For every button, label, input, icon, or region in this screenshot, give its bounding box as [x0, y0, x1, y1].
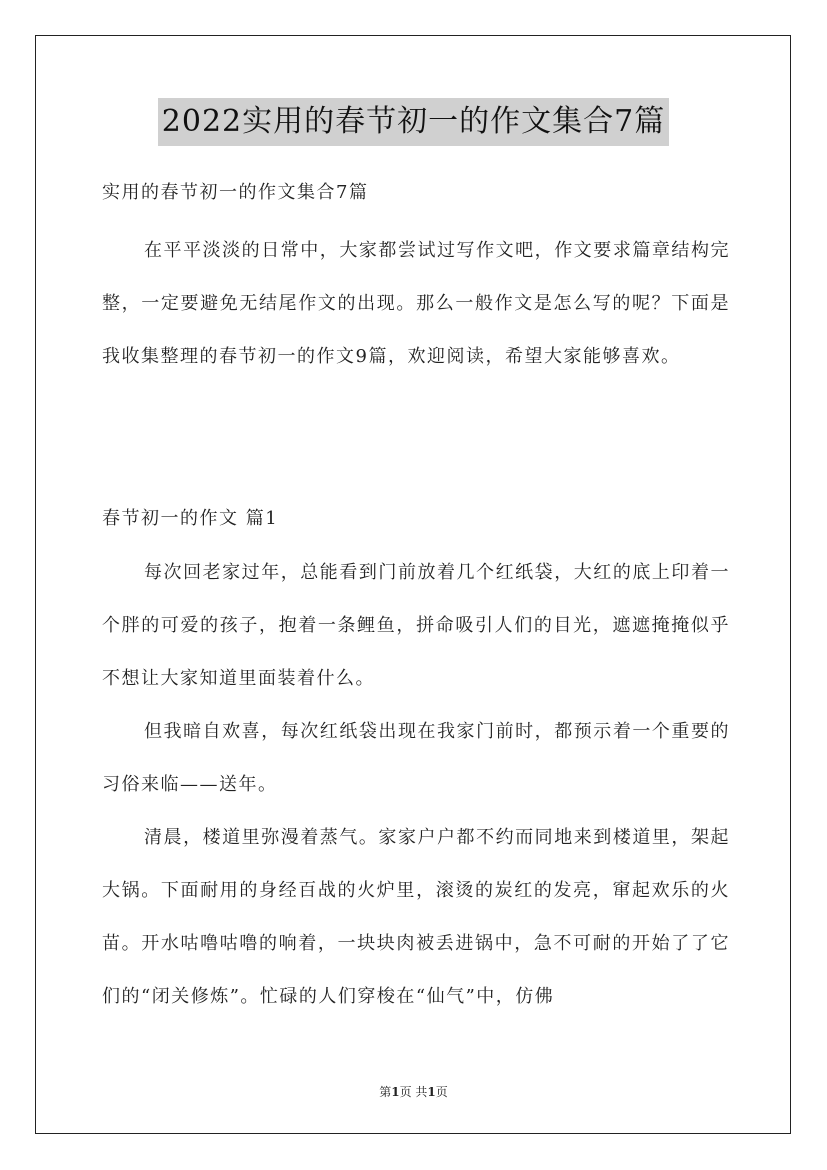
body-paragraph-2: 但我暗自欢喜，每次红纸袋出现在我家门前时，都预示着一个重要的习俗来临——送年。: [102, 721, 730, 795]
footer-mid: 页 共: [399, 1085, 428, 1099]
intro-paragraph: 在平平淡淡的日常中，大家都尝试过写作文吧，作文要求篇章结构完整，一定要避免无结尾作文的出现。那么一般作文是怎么写的呢？下面是我收集整理的春节初一的作文9篇，欢迎阅读，希望大家能够喜欢。: [102, 240, 730, 367]
body-paragraph-1: 每次回老家过年，总能看到门前放着几个红纸袋，大红的底上印着一个胖的可爱的孩子，抱着一条鲤鱼，拼命吸引人们的目光，遮遮掩掩似乎不想让大家知道里面装着什么。: [102, 562, 730, 689]
title-container: [0, 98, 827, 146]
footer-total-pages: 1: [427, 1085, 436, 1099]
footer-prefix: 第: [379, 1085, 392, 1099]
body-paragraph-3: 清晨，楼道里弥漫着蒸气。家家户户都不约而同地来到楼道里，架起大锅。下面耐用的身经百战的火炉里，滚烫的炭红的发亮，窜起欢乐的火苗。开水咕噜咕噜的响着，一块块肉被丢进锅中，急不可耐的开始了了它们的“闭关修炼”。忙碌的人们穿梭在“仙气”中，仿佛: [102, 827, 730, 1007]
section-heading: 春节初一的作文 篇1: [102, 508, 279, 529]
document-title: 2022实用的春节初一的作文集合7篇: [158, 98, 669, 146]
document-subtitle: 实用的春节初一的作文集合7篇: [102, 182, 369, 203]
footer-suffix: 页: [435, 1085, 448, 1099]
footer-page-number: 1: [391, 1085, 400, 1099]
page-footer: [0, 1083, 827, 1100]
